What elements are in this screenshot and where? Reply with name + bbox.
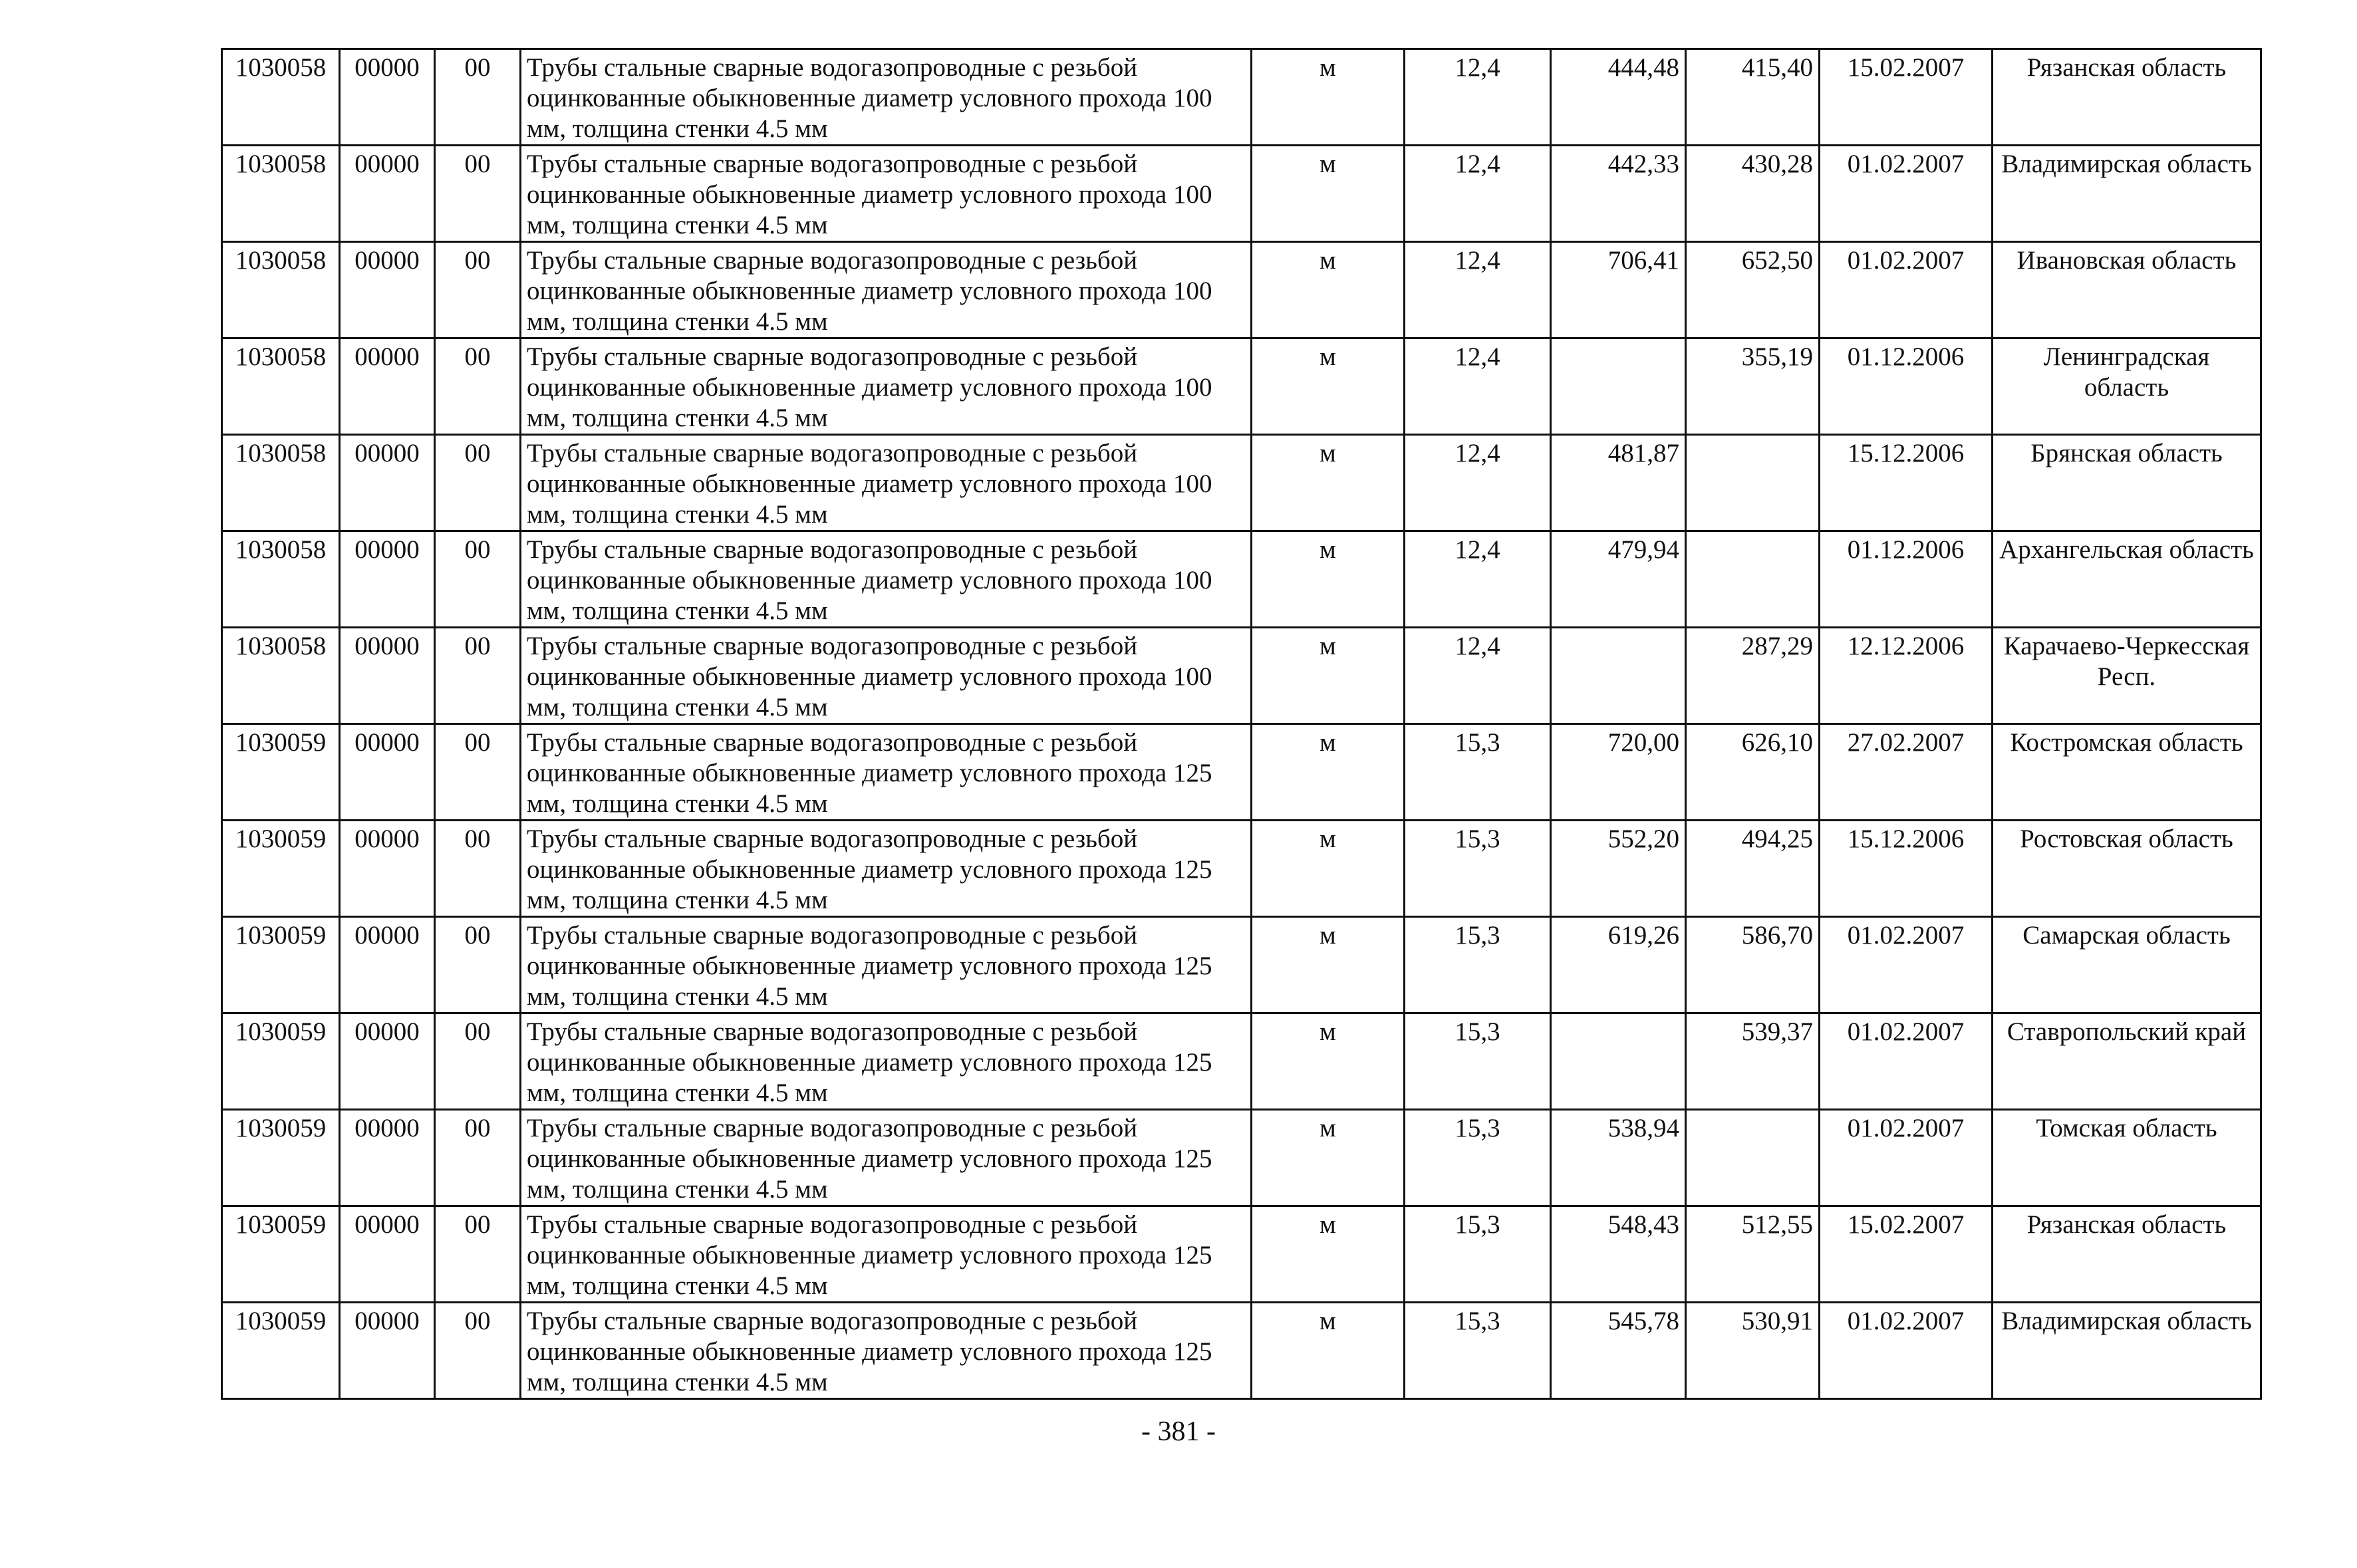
price-without-vat-cell: 494,25 (1686, 821, 1820, 917)
date-cell: 12.12.2006 (1820, 628, 1993, 724)
description-cell: Трубы стальные сварные водогазопроводные с резьбой оцинкованные обыкновенные диаметр условного прохода 125 мм, толщина стенки 4.5 мм (521, 1303, 1252, 1399)
quantity-cell: 12,4 (1405, 146, 1551, 242)
description-cell: Трубы стальные сварные водогазопроводные с резьбой оцинкованные обыкновенные диаметр условного прохода 100 мм, толщина стенки 4.5 мм (521, 146, 1252, 242)
unit-cell: м (1252, 1206, 1405, 1303)
price-with-vat-cell: 545,78 (1551, 1303, 1686, 1399)
price-with-vat-cell: 444,48 (1551, 49, 1686, 146)
variant-code-cell: 00 (435, 724, 521, 821)
quantity-cell: 12,4 (1405, 338, 1551, 435)
description-cell: Трубы стальные сварные водогазопроводные с резьбой оцинкованные обыкновенные диаметр условного прохода 125 мм, толщина стенки 4.5 мм (521, 917, 1252, 1013)
price-without-vat-cell: 539,37 (1686, 1013, 1820, 1110)
price-with-vat-cell: 552,20 (1551, 821, 1686, 917)
region-cell: Владимирская область (1993, 146, 2261, 242)
table-row (222, 338, 2261, 435)
description-cell: Трубы стальные сварные водогазопроводные с резьбой оцинкованные обыкновенные диаметр условного прохода 100 мм, толщина стенки 4.5 мм (521, 49, 1252, 146)
item-code-cell: 1030058 (222, 338, 340, 435)
quantity-cell: 15,3 (1405, 1206, 1551, 1303)
price-with-vat-cell: 479,94 (1551, 531, 1686, 628)
unit-cell: м (1252, 242, 1405, 338)
sub-code-cell: 00000 (340, 1110, 435, 1206)
table-row (222, 917, 2261, 1013)
item-code-cell: 1030058 (222, 531, 340, 628)
description-cell: Трубы стальные сварные водогазопроводные с резьбой оцинкованные обыкновенные диаметр условного прохода 125 мм, толщина стенки 4.5 мм (521, 1013, 1252, 1110)
quantity-cell: 15,3 (1405, 724, 1551, 821)
description-cell: Трубы стальные сварные водогазопроводные с резьбой оцинкованные обыкновенные диаметр условного прохода 100 мм, толщина стенки 4.5 мм (521, 338, 1252, 435)
description-cell: Трубы стальные сварные водогазопроводные с резьбой оцинкованные обыкновенные диаметр условного прохода 125 мм, толщина стенки 4.5 мм (521, 1110, 1252, 1206)
date-cell: 01.02.2007 (1820, 1303, 1993, 1399)
region-cell: Ставропольский край (1993, 1013, 2261, 1110)
item-code-cell: 1030058 (222, 49, 340, 146)
variant-code-cell: 00 (435, 531, 521, 628)
variant-code-cell: 00 (435, 821, 521, 917)
variant-code-cell: 00 (435, 435, 521, 531)
variant-code-cell: 00 (435, 146, 521, 242)
table-row (222, 435, 2261, 531)
quantity-cell: 12,4 (1405, 49, 1551, 146)
price-with-vat-cell: 720,00 (1551, 724, 1686, 821)
date-cell: 15.12.2006 (1820, 435, 1993, 531)
quantity-cell: 15,3 (1405, 917, 1551, 1013)
sub-code-cell: 00000 (340, 724, 435, 821)
price-without-vat-cell: 652,50 (1686, 242, 1820, 338)
unit-cell: м (1252, 435, 1405, 531)
price-without-vat-cell: 355,19 (1686, 338, 1820, 435)
date-cell: 15.02.2007 (1820, 49, 1993, 146)
table-row (222, 1303, 2261, 1399)
sub-code-cell: 00000 (340, 821, 435, 917)
date-cell: 01.02.2007 (1820, 1013, 1993, 1110)
item-code-cell: 1030059 (222, 821, 340, 917)
price-table (221, 48, 2262, 1400)
sub-code-cell: 00000 (340, 531, 435, 628)
price-without-vat-cell: 626,10 (1686, 724, 1820, 821)
price-with-vat-cell: 706,41 (1551, 242, 1686, 338)
unit-cell: м (1252, 917, 1405, 1013)
variant-code-cell: 00 (435, 1303, 521, 1399)
quantity-cell: 15,3 (1405, 1110, 1551, 1206)
region-cell: Ленинградская область (1993, 338, 2261, 435)
region-cell: Владимирская область (1993, 1303, 2261, 1399)
table-row (222, 1206, 2261, 1303)
unit-cell: м (1252, 628, 1405, 724)
price-without-vat-cell (1686, 1110, 1820, 1206)
region-cell: Ивановская область (1993, 242, 2261, 338)
date-cell: 01.02.2007 (1820, 917, 1993, 1013)
sub-code-cell: 00000 (340, 146, 435, 242)
region-cell: Самарская область (1993, 917, 2261, 1013)
description-cell: Трубы стальные сварные водогазопроводные с резьбой оцинкованные обыкновенные диаметр условного прохода 125 мм, толщина стенки 4.5 мм (521, 821, 1252, 917)
variant-code-cell: 00 (435, 242, 521, 338)
variant-code-cell: 00 (435, 49, 521, 146)
description-cell: Трубы стальные сварные водогазопроводные с резьбой оцинкованные обыкновенные диаметр условного прохода 100 мм, толщина стенки 4.5 мм (521, 242, 1252, 338)
quantity-cell: 12,4 (1405, 531, 1551, 628)
variant-code-cell: 00 (435, 917, 521, 1013)
unit-cell: м (1252, 146, 1405, 242)
price-with-vat-cell (1551, 1013, 1686, 1110)
price-with-vat-cell: 619,26 (1551, 917, 1686, 1013)
price-with-vat-cell: 481,87 (1551, 435, 1686, 531)
region-cell: Архангельская область (1993, 531, 2261, 628)
region-cell: Карачаево-Черкесская Респ. (1993, 628, 2261, 724)
item-code-cell: 1030059 (222, 1110, 340, 1206)
table-row (222, 146, 2261, 242)
unit-cell: м (1252, 1110, 1405, 1206)
price-with-vat-cell (1551, 338, 1686, 435)
sub-code-cell: 00000 (340, 1013, 435, 1110)
variant-code-cell: 00 (435, 338, 521, 435)
price-without-vat-cell (1686, 531, 1820, 628)
sub-code-cell: 00000 (340, 435, 435, 531)
item-code-cell: 1030059 (222, 724, 340, 821)
date-cell: 01.02.2007 (1820, 1110, 1993, 1206)
variant-code-cell: 00 (435, 1206, 521, 1303)
price-without-vat-cell (1686, 435, 1820, 531)
variant-code-cell: 00 (435, 1013, 521, 1110)
price-without-vat-cell: 287,29 (1686, 628, 1820, 724)
quantity-cell: 12,4 (1405, 435, 1551, 531)
item-code-cell: 1030058 (222, 435, 340, 531)
date-cell: 01.02.2007 (1820, 146, 1993, 242)
sub-code-cell: 00000 (340, 1206, 435, 1303)
region-cell: Брянская область (1993, 435, 2261, 531)
unit-cell: м (1252, 1013, 1405, 1110)
quantity-cell: 15,3 (1405, 1013, 1551, 1110)
item-code-cell: 1030059 (222, 1013, 340, 1110)
sub-code-cell: 00000 (340, 338, 435, 435)
table-body (222, 49, 2261, 1399)
sub-code-cell: 00000 (340, 242, 435, 338)
date-cell: 01.02.2007 (1820, 242, 1993, 338)
variant-code-cell: 00 (435, 1110, 521, 1206)
price-without-vat-cell: 530,91 (1686, 1303, 1820, 1399)
quantity-cell: 12,4 (1405, 628, 1551, 724)
region-cell: Ростовская область (1993, 821, 2261, 917)
document-page (221, 48, 2260, 1400)
unit-cell: м (1252, 338, 1405, 435)
table-row (222, 531, 2261, 628)
quantity-cell: 12,4 (1405, 242, 1551, 338)
sub-code-cell: 00000 (340, 628, 435, 724)
price-with-vat-cell: 548,43 (1551, 1206, 1686, 1303)
unit-cell: м (1252, 724, 1405, 821)
item-code-cell: 1030059 (222, 1303, 340, 1399)
price-without-vat-cell: 415,40 (1686, 49, 1820, 146)
unit-cell: м (1252, 821, 1405, 917)
item-code-cell: 1030058 (222, 628, 340, 724)
price-without-vat-cell: 512,55 (1686, 1206, 1820, 1303)
region-cell: Томская область (1993, 1110, 2261, 1206)
price-with-vat-cell: 538,94 (1551, 1110, 1686, 1206)
region-cell: Костромская область (1993, 724, 2261, 821)
description-cell: Трубы стальные сварные водогазопроводные с резьбой оцинкованные обыкновенные диаметр условного прохода 125 мм, толщина стенки 4.5 мм (521, 724, 1252, 821)
sub-code-cell: 00000 (340, 1303, 435, 1399)
description-cell: Трубы стальные сварные водогазопроводные с резьбой оцинкованные обыкновенные диаметр условного прохода 100 мм, толщина стенки 4.5 мм (521, 628, 1252, 724)
unit-cell: м (1252, 531, 1405, 628)
price-without-vat-cell: 430,28 (1686, 146, 1820, 242)
description-cell: Трубы стальные сварные водогазопроводные с резьбой оцинкованные обыкновенные диаметр условного прохода 100 мм, толщина стенки 4.5 мм (521, 435, 1252, 531)
unit-cell: м (1252, 1303, 1405, 1399)
table-row (222, 242, 2261, 338)
item-code-cell: 1030058 (222, 242, 340, 338)
sub-code-cell: 00000 (340, 917, 435, 1013)
region-cell: Рязанская область (1993, 1206, 2261, 1303)
item-code-cell: 1030058 (222, 146, 340, 242)
price-with-vat-cell: 442,33 (1551, 146, 1686, 242)
description-cell: Трубы стальные сварные водогазопроводные с резьбой оцинкованные обыкновенные диаметр условного прохода 125 мм, толщина стенки 4.5 мм (521, 1206, 1252, 1303)
item-code-cell: 1030059 (222, 1206, 340, 1303)
date-cell: 15.02.2007 (1820, 1206, 1993, 1303)
date-cell: 01.12.2006 (1820, 531, 1993, 628)
unit-cell: м (1252, 49, 1405, 146)
description-cell: Трубы стальные сварные водогазопроводные с резьбой оцинкованные обыкновенные диаметр условного прохода 100 мм, толщина стенки 4.5 мм (521, 531, 1252, 628)
table-row (222, 628, 2261, 724)
table-row (222, 49, 2261, 146)
page-number: - 381 - (1141, 1416, 1216, 1447)
date-cell: 15.12.2006 (1820, 821, 1993, 917)
date-cell: 01.12.2006 (1820, 338, 1993, 435)
price-without-vat-cell: 586,70 (1686, 917, 1820, 1013)
item-code-cell: 1030059 (222, 917, 340, 1013)
price-with-vat-cell (1551, 628, 1686, 724)
table-row (222, 1013, 2261, 1110)
quantity-cell: 15,3 (1405, 1303, 1551, 1399)
table-row (222, 724, 2261, 821)
date-cell: 27.02.2007 (1820, 724, 1993, 821)
table-row (222, 821, 2261, 917)
sub-code-cell: 00000 (340, 49, 435, 146)
table-row (222, 1110, 2261, 1206)
region-cell: Рязанская область (1993, 49, 2261, 146)
variant-code-cell: 00 (435, 628, 521, 724)
quantity-cell: 15,3 (1405, 821, 1551, 917)
